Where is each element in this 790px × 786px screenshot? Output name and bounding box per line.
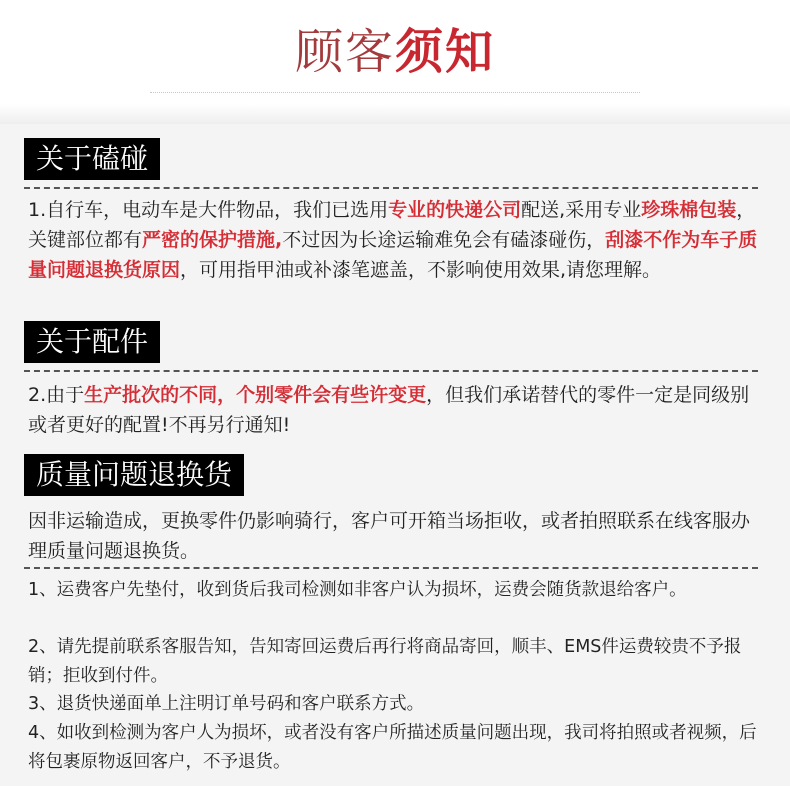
section-title-parts: 关于配件 <box>24 321 160 363</box>
section-divider-bump <box>24 187 758 189</box>
parts-paragraph <box>28 380 764 440</box>
header-shadow <box>0 104 790 124</box>
page-title-part1: 顾客 <box>294 24 395 80</box>
bump-highlight-1: 专业的快递公司 <box>388 199 522 221</box>
bump-paragraph <box>28 195 764 285</box>
section-divider-quality <box>24 567 758 569</box>
bump-text-3: ，关键部位都有 <box>28 199 756 251</box>
quality-item-4: 4、如收到检测为客户人为损坏，或者没有客户所描述质量问题出现，我司将拍照或者视频，后将包裹原物返回客户，不予退货。 <box>28 723 757 772</box>
page-title-part2: 须知 <box>395 24 496 80</box>
parts-highlight-1: 生产批次的不同，个别零件会有些许变更 <box>84 384 427 406</box>
parts-text-2: ，但我们承诺替代的零件一定是同级别或者更好的配置!不再另行通知! <box>28 384 750 436</box>
parts-text-1: 2.由于 <box>28 384 85 406</box>
quality-intro: 因非运输造成，更换零件仍影响骑行，客户可开箱当场拒收，或者拍照联系在线客服办理质量问题退换货。 <box>28 510 751 562</box>
page-title <box>0 22 790 82</box>
section-title-bump: 关于磕碰 <box>24 138 160 180</box>
bump-text-5: ，可用指甲油或补漆笔遮盖，不影响使用效果,请您理解。 <box>180 259 662 281</box>
header <box>0 0 790 124</box>
quality-item-1: 1、运费客户先垫付，收到货后我司检测如非客户认为损坏，运费会随货款退给客户。 <box>28 580 687 600</box>
bump-highlight-2: 珍珠棉包装 <box>641 199 737 221</box>
section-divider-parts <box>24 370 758 372</box>
section-title-quality: 质量问题退换货 <box>24 454 244 496</box>
quality-item-2: 2、请先提前联系客服告知，告知寄回运费后再行将商品寄回，顺丰、EMS件运费较贵不予报销；拒收到付件。 <box>28 637 742 686</box>
bump-text-2: 配送,采用专业 <box>521 199 642 221</box>
header-divider <box>150 92 640 93</box>
bump-text-4: 不过因为长途运输难免会有磕漆碰伤， <box>282 229 606 251</box>
bump-highlight-3: 严密的保护措施, <box>142 229 283 251</box>
quality-item-3: 3、退货快递面单上注明订单号码和客户联系方式。 <box>28 694 425 714</box>
bump-highlight-4: 刮漆不作为车子质量问题退换货原因 <box>28 229 758 281</box>
bump-text-1: 1.自行车，电动车是大件物品，我们已选用 <box>28 199 389 221</box>
